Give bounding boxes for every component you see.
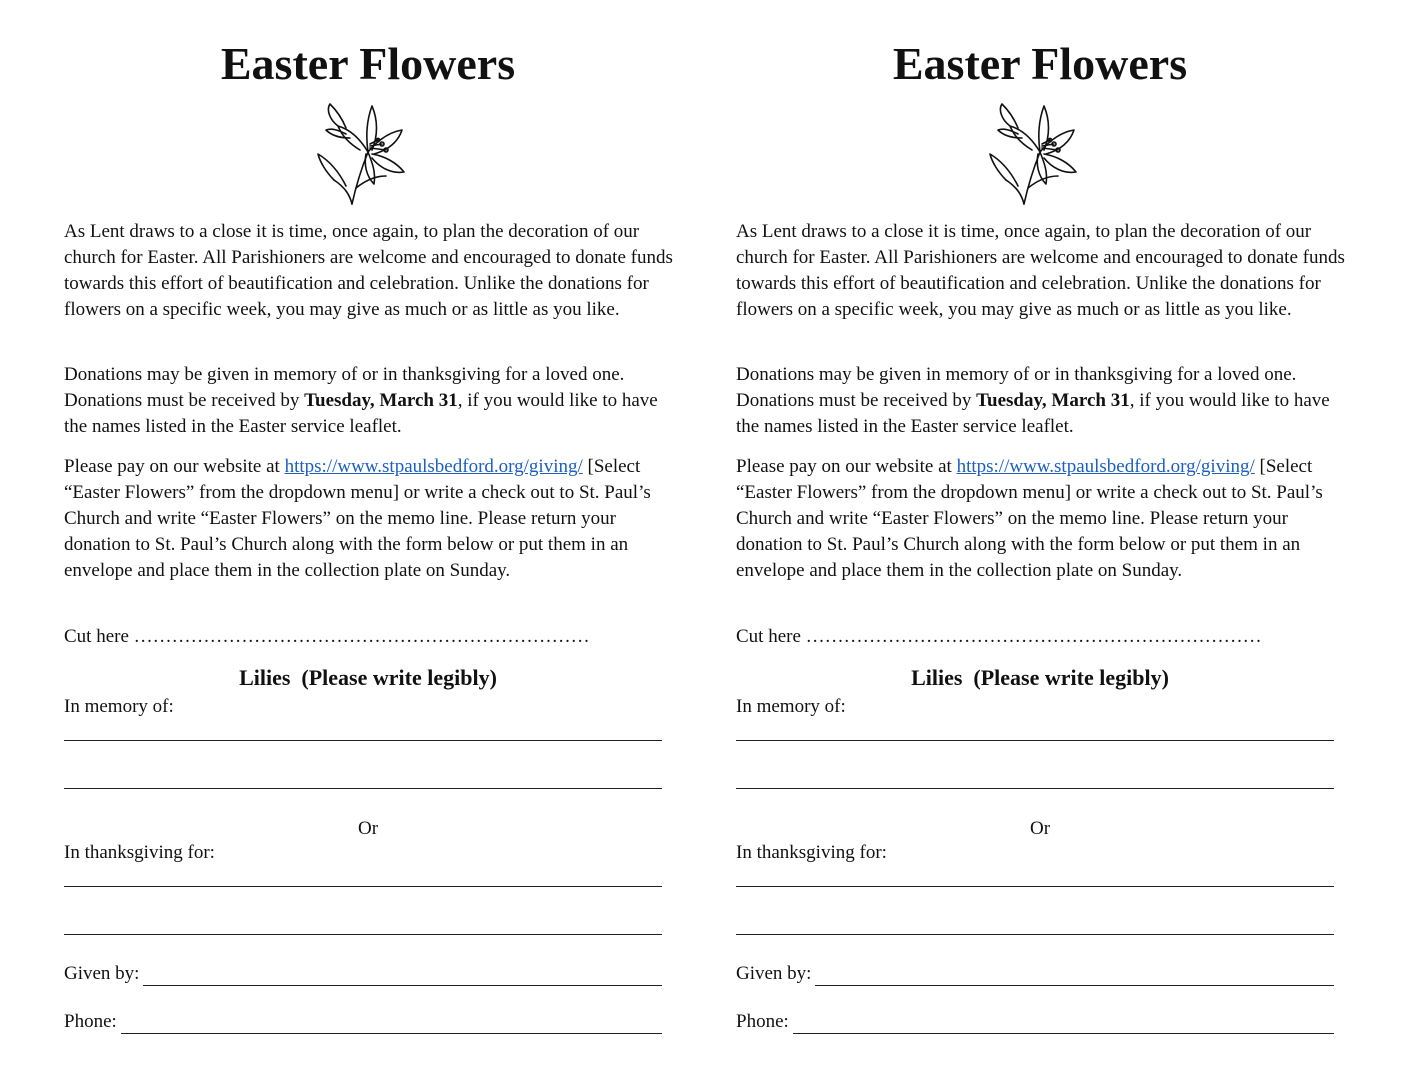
flyer-title: Easter Flowers [220, 38, 516, 89]
thanksgiving-line-1[interactable] [736, 886, 1334, 887]
cut-here-line: Cut here ……………………………………………………………… [736, 626, 1262, 647]
given-by-field [736, 962, 1334, 986]
flyer-right [736, 0, 1346, 1088]
memory-line-1[interactable] [736, 740, 1334, 741]
given-by-line[interactable] [143, 965, 662, 986]
phone-line[interactable] [793, 1013, 1334, 1034]
phone-field [736, 1010, 1334, 1034]
payment-text: Please pay on our website at [736, 456, 957, 477]
or-label: Or [1029, 818, 1051, 839]
thanksgiving-line-2[interactable] [736, 934, 1334, 935]
giving-website-link[interactable]: https://www.stpaulsbedford.org/giving/ [284, 456, 583, 477]
given-by-label: Given by: [736, 963, 812, 984]
donations-text: Donations may be given in memory of or in thanksgiving for a loved one. Donations must be received by [736, 364, 1297, 411]
form-heading: Lilies (Please write legibly) [911, 665, 1169, 690]
deadline-date: Tuesday, March 31 [976, 390, 1130, 411]
payment-instructions: [Select “Easter Flowers” from the dropdown menu] or write a check out to St. Paul’s Church and write “Easter Flowers” on the memo line. Please return your donation to St. Paul’s Church along with the form below or put them in an envelope and place them in the collection plate on Sunday. [64, 456, 651, 581]
lily-flower-icon [988, 100, 1082, 206]
payment-instructions: [Select “Easter Flowers” from the dropdown menu] or write a check out to St. Paul’s Church and write “Easter Flowers” on the memo line. Please return your donation to St. Paul’s Church along with the form below or put them in an envelope and place them in the collection plate on Sunday. [736, 456, 1323, 581]
given-by-label: Given by: [64, 963, 140, 984]
donations-text: Donations may be given in memory of or in thanksgiving for a loved one. Donations must be received by [64, 364, 625, 411]
memory-line-1[interactable] [64, 740, 662, 741]
phone-label: Phone: [736, 1011, 789, 1032]
payment-paragraph [64, 454, 676, 584]
payment-paragraph [736, 454, 1348, 584]
deadline-date: Tuesday, March 31 [304, 390, 458, 411]
or-label: Or [357, 818, 379, 839]
intro-paragraph: As Lent draws to a close it is time, once again, to plan the decoration of our church for Easter. All Parishioners are welcome and encouraged to donate funds towards this effort of beautification and celebration. Unlike the donations for flowers on a specific week, you may give as much or as little as you like. [736, 221, 1345, 320]
giving-website-link[interactable]: https://www.stpaulsbedford.org/giving/ [956, 456, 1255, 477]
memory-line-2[interactable] [736, 788, 1334, 789]
thanksgiving-line-1[interactable] [64, 886, 662, 887]
flyer-left [64, 0, 674, 1088]
donations-paragraph [736, 362, 1348, 440]
given-by-field [64, 962, 662, 986]
form-heading: Lilies (Please write legibly) [239, 665, 497, 690]
donations-text-end: , if you would like to have the names listed in the Easter service leaflet. [736, 390, 1330, 437]
lily-flower-icon [316, 100, 410, 206]
given-by-line[interactable] [815, 965, 1334, 986]
intro-paragraph: As Lent draws to a close it is time, once again, to plan the decoration of our church for Easter. All Parishioners are welcome and encouraged to donate funds towards this effort of beautification and celebration. Unlike the donations for flowers on a specific week, you may give as much or as little as you like. [64, 221, 673, 320]
memory-line-2[interactable] [64, 788, 662, 789]
phone-line[interactable] [121, 1013, 662, 1034]
payment-text: Please pay on our website at [64, 456, 285, 477]
phone-field [64, 1010, 662, 1034]
in-memory-label: In memory of: [736, 696, 846, 717]
in-memory-label: In memory of: [64, 696, 174, 717]
cut-here-line: Cut here ……………………………………………………………… [64, 626, 590, 647]
phone-label: Phone: [64, 1011, 117, 1032]
donations-paragraph [64, 362, 676, 440]
flyer-title: Easter Flowers [892, 38, 1188, 89]
donations-text-end: , if you would like to have the names listed in the Easter service leaflet. [64, 390, 658, 437]
thanksgiving-line-2[interactable] [64, 934, 662, 935]
in-thanksgiving-label: In thanksgiving for: [736, 842, 887, 863]
in-thanksgiving-label: In thanksgiving for: [64, 842, 215, 863]
